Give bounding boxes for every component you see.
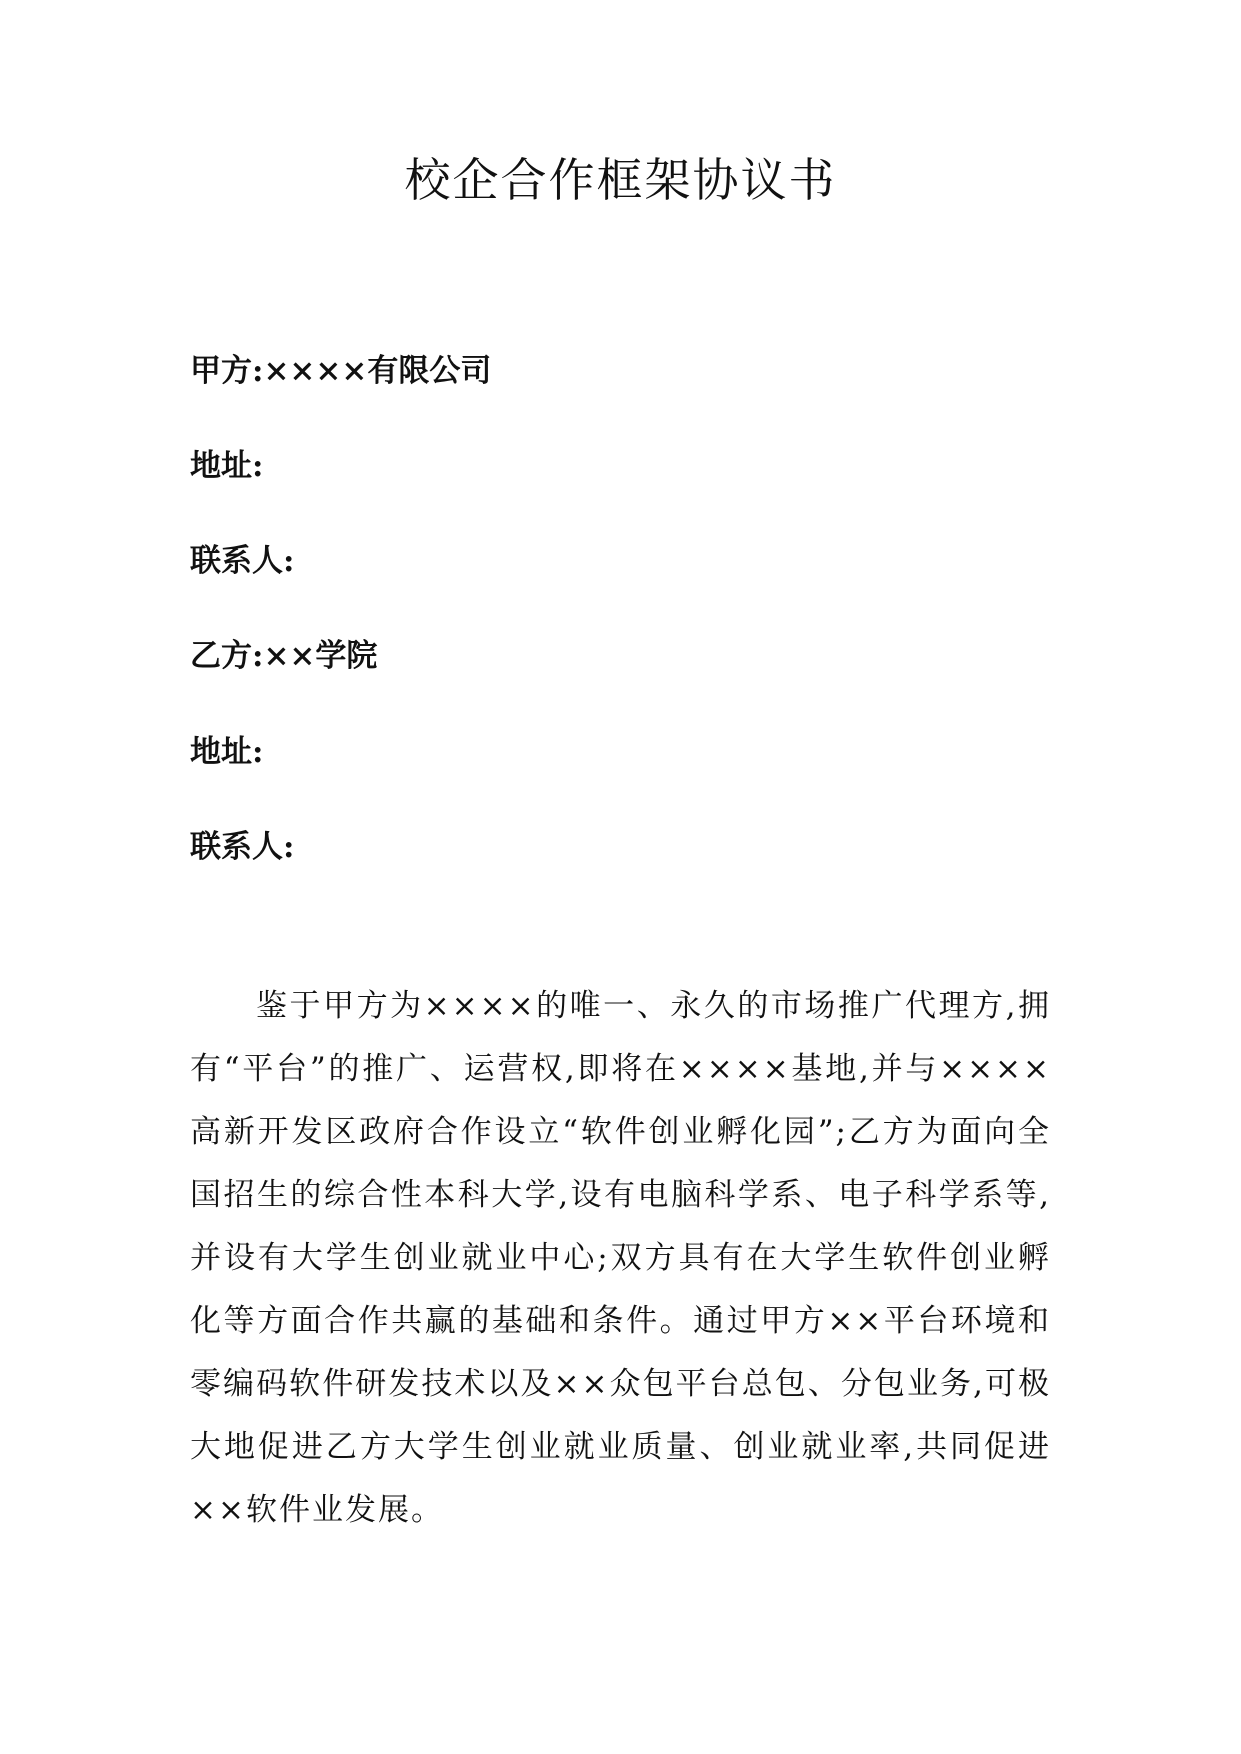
party-a-address: 地址:	[190, 448, 264, 484]
document-title: 校企合作框架协议书	[404, 153, 837, 207]
party-b-name: 乙方:××学院	[190, 638, 378, 674]
party-a-contact: 联系人:	[190, 543, 295, 579]
party-a-name: 甲方:××××有限公司	[190, 353, 492, 389]
party-b-contact: 联系人:	[190, 829, 295, 865]
party-b-address: 地址:	[190, 734, 264, 770]
preamble-paragraph: 鉴于甲方为××××的唯一、永久的市场推广代理方,拥有“平台”的推广、运营权,即将在××××基地,并与××××高新开发区政府合作设立“软件创业孵化园”;乙方为面向全国招生的综合性本科大学,设有电脑科学系、电子科学系等,并设有大学生创业就业中心;双方具有在大学生软件创业孵化等方面合作共赢的基础和条件。通过甲方××平台环境和零编码软件研发技术以及××众包平台总包、分包业务,可极大地促进乙方大学生创业就业质量、创业就业率,共同促进××软件业发展。	[190, 988, 1051, 1528]
